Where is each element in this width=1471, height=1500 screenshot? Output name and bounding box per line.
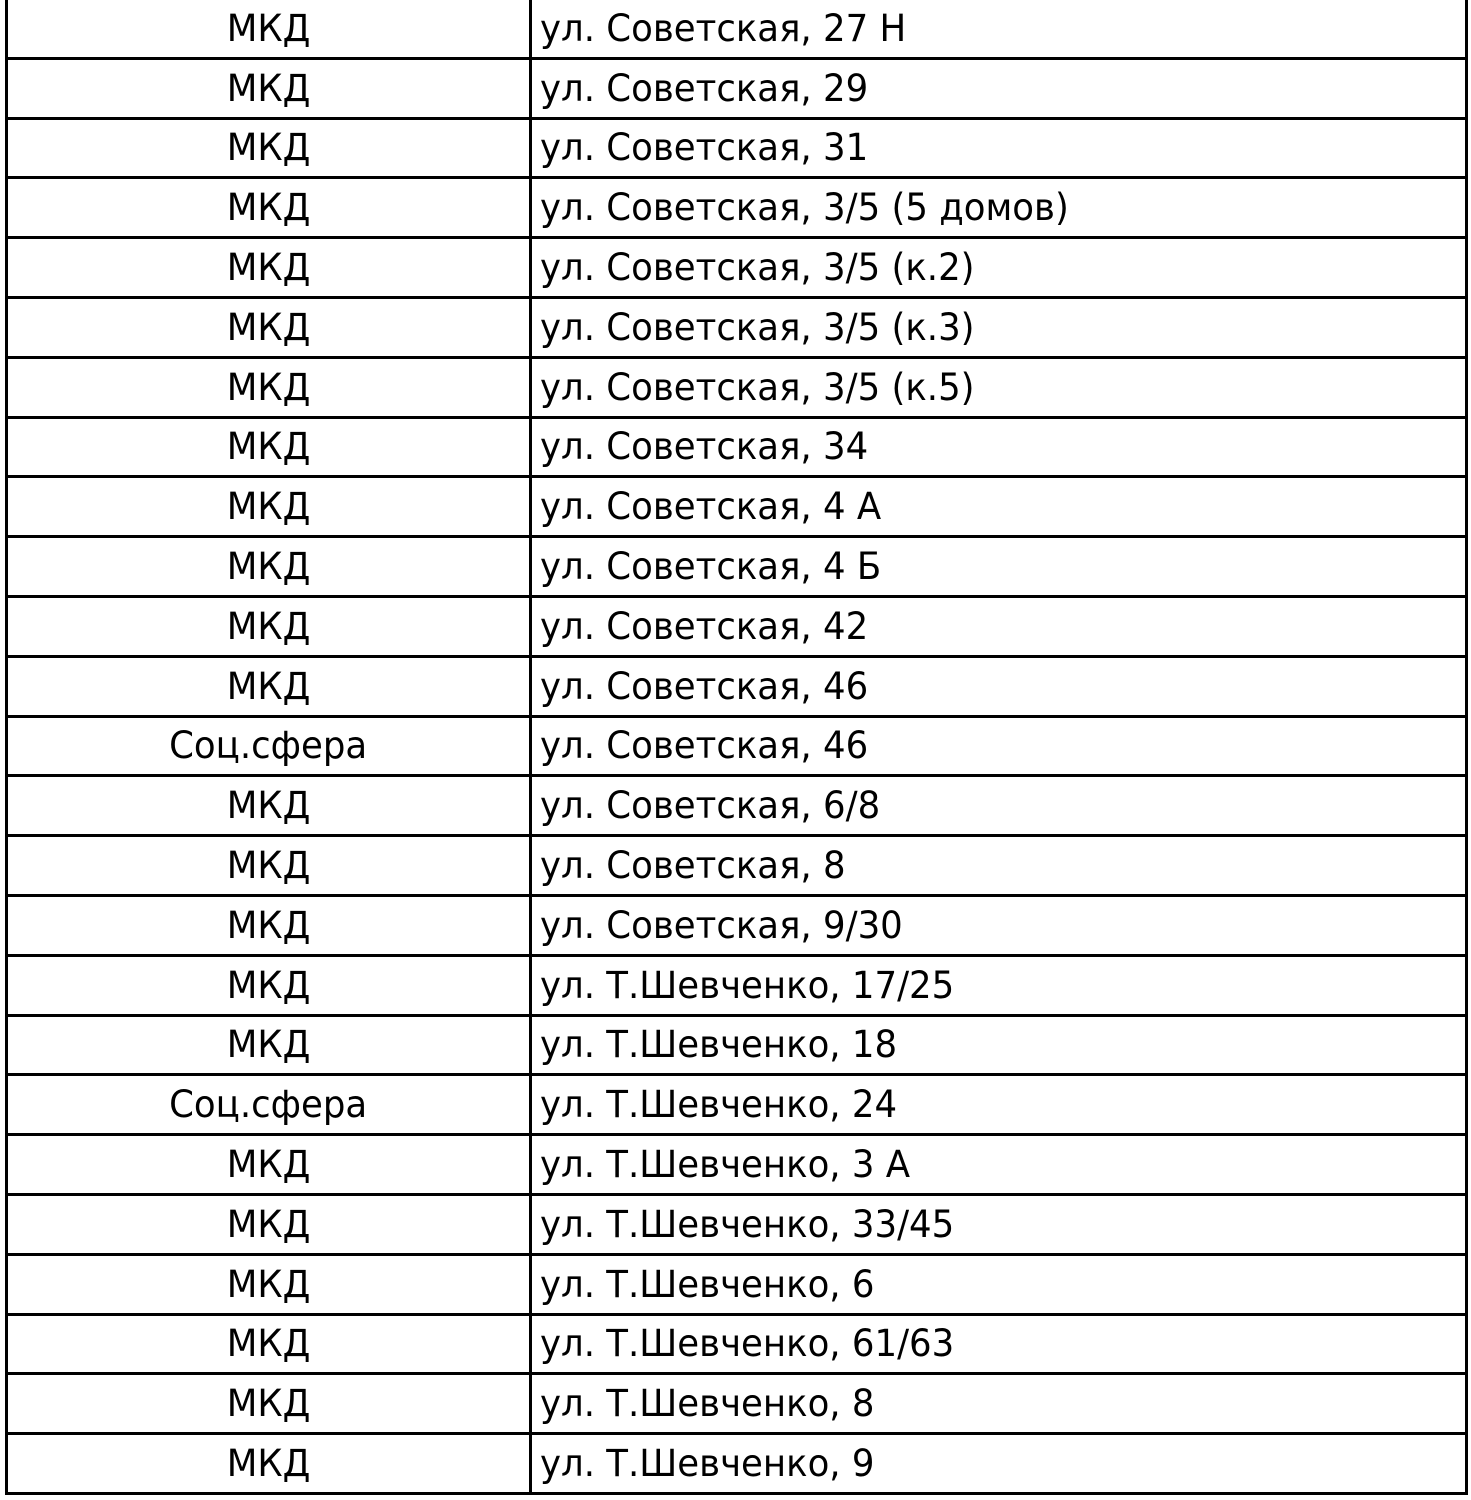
address-cell [531,357,1467,417]
address-cell [531,716,1467,776]
address-cell [531,955,1467,1015]
building-type-text: МКД [226,1202,311,1246]
address-table-body [7,0,1467,1493]
building-type-text: МКД [226,963,311,1007]
table-row [7,118,1467,178]
address-text: ул. Советская, 27 Н [540,6,907,50]
table-row [7,656,1467,716]
building-type-cell [7,1374,531,1434]
table-row [7,1135,1467,1195]
building-type-text: МКД [226,1023,311,1067]
table-row [7,1075,1467,1135]
building-type-text: Соц.сфера [169,1083,368,1127]
table-row [7,836,1467,896]
building-type-cell [7,118,531,178]
table-row [7,297,1467,357]
table-row [7,417,1467,477]
building-type-cell [7,1254,531,1314]
address-cell [531,1434,1467,1494]
table-row [7,1194,1467,1254]
building-type-cell [7,776,531,836]
building-type-text: МКД [226,1442,311,1486]
table-row [7,537,1467,597]
building-type-text: МКД [226,6,311,50]
building-type-text: Соц.сфера [169,724,368,768]
building-type-text: МКД [226,1262,311,1306]
address-text: ул. Советская, 3/5 (к.2) [540,246,975,290]
address-text: ул. Советская, 3/5 (к.3) [540,305,975,349]
address-cell [531,1015,1467,1075]
address-cell [531,895,1467,955]
address-cell [531,178,1467,238]
table-row [7,357,1467,417]
address-text: ул. Т.Шевченко, 3 А [540,1143,911,1187]
building-type-cell [7,178,531,238]
table-row [7,895,1467,955]
address-text: ул. Т.Шевченко, 9 [540,1442,875,1486]
table-row [7,1015,1467,1075]
building-type-text: МКД [226,485,311,529]
building-type-cell [7,1194,531,1254]
address-cell [531,238,1467,298]
building-type-cell [7,895,531,955]
building-type-cell [7,955,531,1015]
address-cell [531,537,1467,597]
address-text: ул. Советская, 42 [540,604,869,648]
address-text: ул. Т.Шевченко, 17/25 [540,963,955,1007]
building-type-text: МКД [226,1322,311,1366]
building-type-text: МКД [226,1143,311,1187]
address-text: ул. Т.Шевченко, 61/63 [540,1322,955,1366]
address-cell [531,1194,1467,1254]
address-cell [531,656,1467,716]
building-type-cell [7,1075,531,1135]
table-row [7,1314,1467,1374]
building-type-cell [7,656,531,716]
building-type-text: МКД [226,604,311,648]
building-type-cell [7,0,531,58]
building-type-cell [7,1314,531,1374]
table-row [7,238,1467,298]
building-type-text: МКД [226,246,311,290]
address-cell [531,776,1467,836]
table-row [7,0,1467,58]
table-row [7,1374,1467,1434]
building-type-cell [7,716,531,776]
address-text: ул. Советская, 3/5 (5 домов) [540,186,1069,230]
address-cell [531,1374,1467,1434]
building-type-cell [7,238,531,298]
building-type-cell [7,537,531,597]
building-type-text: МКД [226,844,311,888]
building-type-cell [7,417,531,477]
address-cell [531,118,1467,178]
address-text: ул. Т.Шевченко, 8 [540,1382,875,1426]
building-type-cell [7,836,531,896]
address-cell [531,477,1467,537]
table-row [7,1434,1467,1494]
building-type-text: МКД [226,126,311,170]
address-text: ул. Советская, 34 [540,425,869,469]
table-row [7,1254,1467,1314]
building-type-cell [7,596,531,656]
address-text: ул. Т.Шевченко, 18 [540,1023,898,1067]
building-type-text: МКД [226,365,311,409]
address-text: ул. Советская, 3/5 (к.5) [540,365,975,409]
building-type-text: МКД [226,305,311,349]
address-cell [531,1075,1467,1135]
table-row [7,58,1467,118]
address-cell [531,0,1467,58]
address-text: ул. Т.Шевченко, 24 [540,1083,898,1127]
table-row [7,178,1467,238]
building-type-cell [7,1135,531,1195]
address-text: ул. Советская, 6/8 [540,784,881,828]
address-cell [531,1254,1467,1314]
address-text: ул. Советская, 4 Б [540,545,882,589]
building-type-text: МКД [226,425,311,469]
address-cell [531,596,1467,656]
building-type-text: МКД [226,903,311,947]
address-cell [531,1314,1467,1374]
table-row [7,596,1467,656]
building-type-text: МКД [226,186,311,230]
address-text: ул. Т.Шевченко, 33/45 [540,1202,955,1246]
address-cell [531,58,1467,118]
address-text: ул. Советская, 46 [540,664,869,708]
address-text: ул. Советская, 31 [540,126,869,170]
building-type-text: МКД [226,66,311,110]
building-type-text: МКД [226,1382,311,1426]
address-text: ул. Советская, 8 [540,844,846,888]
building-type-cell [7,1015,531,1075]
building-type-text: МКД [226,784,311,828]
address-cell [531,1135,1467,1195]
address-text: ул. Советская, 4 А [540,485,882,529]
table-row [7,955,1467,1015]
address-text: ул. Советская, 29 [540,66,869,110]
address-text: ул. Советская, 46 [540,724,869,768]
building-type-cell [7,297,531,357]
building-type-text: МКД [226,545,311,589]
address-cell [531,297,1467,357]
building-type-text: МКД [226,664,311,708]
address-cell [531,836,1467,896]
building-type-cell [7,58,531,118]
building-type-cell [7,357,531,417]
table-row [7,776,1467,836]
address-text: ул. Т.Шевченко, 6 [540,1262,875,1306]
building-type-cell [7,477,531,537]
address-text: ул. Советская, 9/30 [540,903,903,947]
table-row [7,716,1467,776]
address-cell [531,417,1467,477]
address-table [5,0,1468,1495]
table-row [7,477,1467,537]
building-type-cell [7,1434,531,1494]
